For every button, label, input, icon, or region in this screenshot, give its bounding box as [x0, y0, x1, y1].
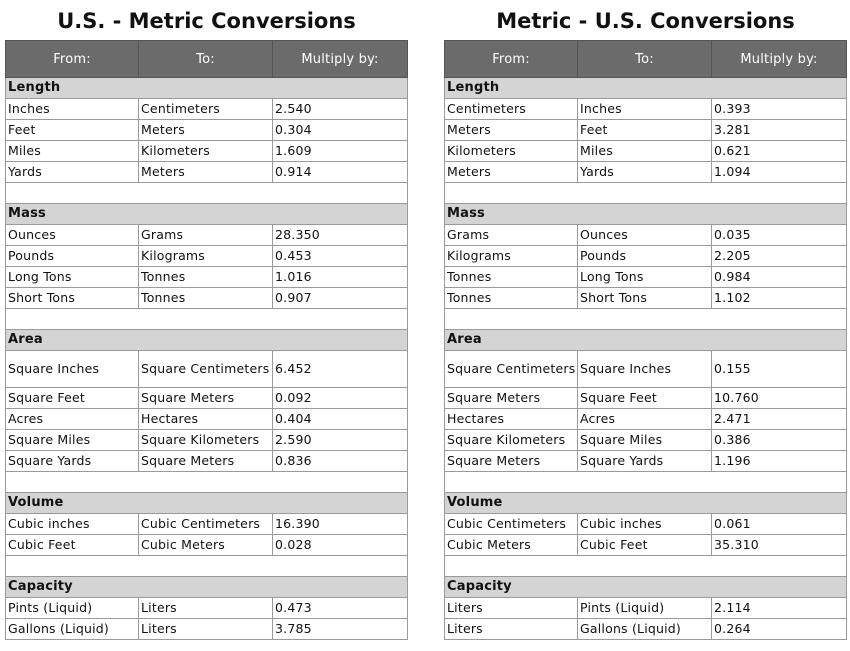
from-unit-cell: Meters — [445, 120, 578, 141]
factor-cell: 1.102 — [712, 288, 847, 309]
from-unit-cell: Centimeters — [445, 99, 578, 120]
factor-cell: 0.035 — [712, 225, 847, 246]
table-row — [6, 514, 408, 535]
metric-to-us-title: Metric - U.S. Conversions — [496, 9, 795, 33]
section-header-row — [6, 330, 408, 351]
to-unit-cell: Meters — [139, 120, 273, 141]
to-unit-cell: Gallons (Liquid) — [578, 619, 712, 640]
to-header: To: — [578, 41, 712, 78]
spacer-row — [445, 183, 847, 204]
table-row — [445, 619, 847, 640]
multiply-by-header: Multiply by: — [712, 41, 847, 78]
factor-cell: 0.453 — [273, 246, 408, 267]
factor-cell: 1.196 — [712, 451, 847, 472]
table-row — [445, 351, 847, 388]
factor-cell: 0.473 — [273, 598, 408, 619]
to-unit-cell: Square Feet — [578, 388, 712, 409]
factor-cell: 2.205 — [712, 246, 847, 267]
to-unit-cell: Pounds — [578, 246, 712, 267]
table-row — [6, 120, 408, 141]
section-title: Capacity — [445, 577, 847, 598]
table-row — [445, 409, 847, 430]
section-header-row — [6, 204, 408, 225]
table-row — [445, 535, 847, 556]
table-row — [445, 120, 847, 141]
factor-cell: 0.836 — [273, 451, 408, 472]
factor-cell: 28.350 — [273, 225, 408, 246]
factor-cell: 1.609 — [273, 141, 408, 162]
table-row — [6, 141, 408, 162]
factor-cell: 3.281 — [712, 120, 847, 141]
factor-cell: 0.393 — [712, 99, 847, 120]
to-unit-cell: Short Tons — [578, 288, 712, 309]
factor-cell: 10.760 — [712, 388, 847, 409]
table-row — [6, 535, 408, 556]
to-unit-cell: Pints (Liquid) — [578, 598, 712, 619]
from-unit-cell: Grams — [445, 225, 578, 246]
to-unit-cell: Square Miles — [578, 430, 712, 451]
to-unit-cell: Hectares — [139, 409, 273, 430]
factor-cell: 2.540 — [273, 99, 408, 120]
to-header: To: — [139, 41, 273, 78]
factor-cell: 0.264 — [712, 619, 847, 640]
from-unit-cell: Square Meters — [445, 451, 578, 472]
section-title: Length — [445, 78, 847, 99]
spacer-row — [445, 472, 847, 493]
from-unit-cell: Yards — [6, 162, 139, 183]
table-row — [6, 409, 408, 430]
factor-cell: 0.304 — [273, 120, 408, 141]
section-header-row — [6, 493, 408, 514]
from-unit-cell: Square Kilometers — [445, 430, 578, 451]
us-to-metric-table — [5, 40, 408, 640]
to-unit-cell: Kilometers — [139, 141, 273, 162]
section-header-row — [6, 577, 408, 598]
table-row — [6, 351, 408, 388]
from-unit-cell: Pints (Liquid) — [6, 598, 139, 619]
table-row — [445, 451, 847, 472]
from-unit-cell: Cubic Centimeters — [445, 514, 578, 535]
to-unit-cell: Tonnes — [139, 267, 273, 288]
from-unit-cell: Feet — [6, 120, 139, 141]
factor-cell: 1.016 — [273, 267, 408, 288]
table-row — [445, 225, 847, 246]
from-unit-cell: Cubic Meters — [445, 535, 578, 556]
to-unit-cell: Square Meters — [139, 388, 273, 409]
to-unit-cell: Yards — [578, 162, 712, 183]
section-title: Capacity — [6, 577, 408, 598]
from-unit-cell: Square Meters — [445, 388, 578, 409]
table-row — [445, 99, 847, 120]
section-title: Area — [6, 330, 408, 351]
section-title: Volume — [445, 493, 847, 514]
from-unit-cell: Short Tons — [6, 288, 139, 309]
table-row — [445, 598, 847, 619]
spacer-cell — [6, 183, 408, 204]
table-row — [6, 619, 408, 640]
from-unit-cell: Inches — [6, 99, 139, 120]
spacer-cell — [445, 183, 847, 204]
to-unit-cell: Long Tons — [578, 267, 712, 288]
section-header-row — [445, 493, 847, 514]
table-row — [445, 162, 847, 183]
factor-cell: 0.386 — [712, 430, 847, 451]
from-unit-cell: Square Miles — [6, 430, 139, 451]
to-unit-cell: Tonnes — [139, 288, 273, 309]
spacer-cell — [6, 472, 408, 493]
to-unit-cell: Feet — [578, 120, 712, 141]
factor-cell: 0.621 — [712, 141, 847, 162]
spacer-cell — [445, 556, 847, 577]
us-to-metric-title: U.S. - Metric Conversions — [57, 9, 356, 33]
metric-to-us-panel — [444, 0, 847, 640]
factor-cell: 0.914 — [273, 162, 408, 183]
section-header-row — [445, 204, 847, 225]
from-unit-cell: Gallons (Liquid) — [6, 619, 139, 640]
table-row — [445, 288, 847, 309]
header-row — [6, 41, 408, 78]
spacer-row — [445, 556, 847, 577]
from-header: From: — [6, 41, 139, 78]
factor-cell: 0.028 — [273, 535, 408, 556]
section-title: Mass — [445, 204, 847, 225]
table-row — [6, 162, 408, 183]
table-row — [445, 514, 847, 535]
multiply-by-header: Multiply by: — [273, 41, 408, 78]
from-unit-cell: Liters — [445, 598, 578, 619]
table-row — [6, 288, 408, 309]
table-row — [6, 246, 408, 267]
from-header: From: — [445, 41, 578, 78]
from-unit-cell: Meters — [445, 162, 578, 183]
to-unit-cell: Liters — [139, 598, 273, 619]
to-unit-cell: Centimeters — [139, 99, 273, 120]
section-title: Volume — [6, 493, 408, 514]
table-row — [445, 430, 847, 451]
section-title: Length — [6, 78, 408, 99]
to-unit-cell: Square Centimeters — [139, 351, 273, 388]
factor-cell: 0.155 — [712, 351, 847, 388]
to-unit-cell: Square Meters — [139, 451, 273, 472]
factor-cell: 1.094 — [712, 162, 847, 183]
spacer-cell — [445, 309, 847, 330]
table-row — [6, 388, 408, 409]
section-title: Area — [445, 330, 847, 351]
to-unit-cell: Cubic Feet — [578, 535, 712, 556]
table-row — [445, 267, 847, 288]
from-unit-cell: Square Yards — [6, 451, 139, 472]
from-unit-cell: Hectares — [445, 409, 578, 430]
factor-cell: 6.452 — [273, 351, 408, 388]
table-row — [445, 388, 847, 409]
section-header-row — [445, 78, 847, 99]
to-unit-cell: Acres — [578, 409, 712, 430]
to-unit-cell: Square Kilometers — [139, 430, 273, 451]
factor-cell: 0.404 — [273, 409, 408, 430]
to-unit-cell: Inches — [578, 99, 712, 120]
from-unit-cell: Square Centimeters — [445, 351, 578, 388]
from-unit-cell: Long Tons — [6, 267, 139, 288]
table-row — [445, 141, 847, 162]
from-unit-cell: Acres — [6, 409, 139, 430]
factor-cell: 3.785 — [273, 619, 408, 640]
factor-cell: 35.310 — [712, 535, 847, 556]
spacer-row — [6, 309, 408, 330]
from-unit-cell: Cubic Feet — [6, 535, 139, 556]
spacer-cell — [445, 472, 847, 493]
header-row — [445, 41, 847, 78]
section-title: Mass — [6, 204, 408, 225]
metric-to-us-table — [444, 40, 847, 640]
from-unit-cell: Square Inches — [6, 351, 139, 388]
spacer-row — [6, 472, 408, 493]
to-unit-cell: Grams — [139, 225, 273, 246]
factor-cell: 0.907 — [273, 288, 408, 309]
factor-cell: 2.114 — [712, 598, 847, 619]
section-header-row — [6, 78, 408, 99]
from-unit-cell: Liters — [445, 619, 578, 640]
spacer-row — [6, 183, 408, 204]
to-unit-cell: Ounces — [578, 225, 712, 246]
spacer-row — [445, 309, 847, 330]
to-unit-cell: Cubic inches — [578, 514, 712, 535]
to-unit-cell: Cubic Meters — [139, 535, 273, 556]
to-unit-cell: Kilograms — [139, 246, 273, 267]
from-unit-cell: Pounds — [6, 246, 139, 267]
table-row — [6, 430, 408, 451]
to-unit-cell: Meters — [139, 162, 273, 183]
factor-cell: 2.471 — [712, 409, 847, 430]
spacer-row — [6, 556, 408, 577]
spacer-cell — [6, 556, 408, 577]
to-unit-cell: Square Yards — [578, 451, 712, 472]
from-unit-cell: Tonnes — [445, 267, 578, 288]
table-row — [445, 246, 847, 267]
factor-cell: 2.590 — [273, 430, 408, 451]
to-unit-cell: Miles — [578, 141, 712, 162]
section-header-row — [445, 330, 847, 351]
from-unit-cell: Ounces — [6, 225, 139, 246]
factor-cell: 0.061 — [712, 514, 847, 535]
table-row — [6, 598, 408, 619]
from-unit-cell: Tonnes — [445, 288, 578, 309]
from-unit-cell: Kilograms — [445, 246, 578, 267]
from-unit-cell: Kilometers — [445, 141, 578, 162]
spacer-cell — [6, 309, 408, 330]
from-unit-cell: Cubic inches — [6, 514, 139, 535]
factor-cell: 0.092 — [273, 388, 408, 409]
to-unit-cell: Liters — [139, 619, 273, 640]
section-header-row — [445, 577, 847, 598]
from-unit-cell: Square Feet — [6, 388, 139, 409]
to-unit-cell: Cubic Centimeters — [139, 514, 273, 535]
factor-cell: 16.390 — [273, 514, 408, 535]
from-unit-cell: Miles — [6, 141, 139, 162]
us-to-metric-panel — [5, 0, 408, 640]
table-row — [6, 451, 408, 472]
factor-cell: 0.984 — [712, 267, 847, 288]
table-row — [6, 225, 408, 246]
table-row — [6, 267, 408, 288]
table-row — [6, 99, 408, 120]
to-unit-cell: Square Inches — [578, 351, 712, 388]
